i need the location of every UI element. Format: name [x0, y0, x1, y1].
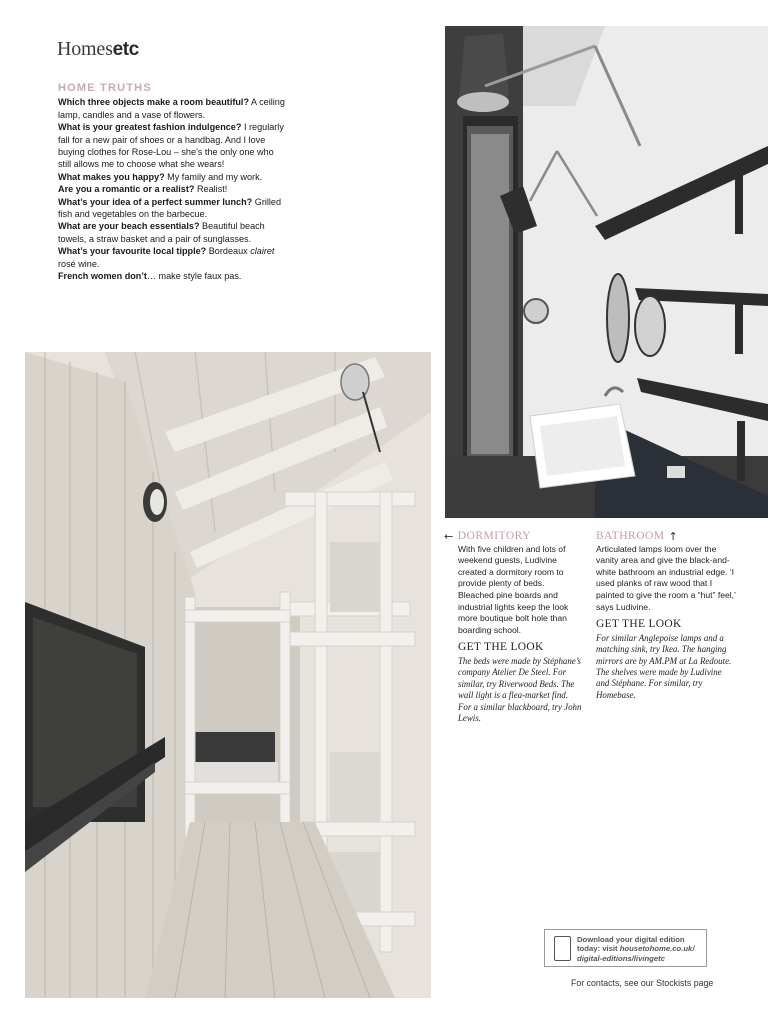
qa-item — [58, 121, 286, 171]
qa-item — [58, 183, 286, 195]
question: What’s your idea of a perfect summer lunch? — [58, 196, 253, 207]
bathroom-get-the-look: GET THE LOOK — [596, 618, 682, 631]
dormitory-illustration — [25, 352, 431, 998]
dormitory-caption — [444, 531, 582, 724]
promo-url[interactable]: housetohome.co.uk/ digital-editions/livingetc — [577, 944, 695, 963]
magazine-section-title — [57, 38, 139, 61]
promo-line-2: today: visit — [577, 944, 620, 954]
bathroom-heading — [596, 531, 736, 543]
brand-main: Homes — [57, 38, 113, 60]
dormitory-photo — [25, 352, 431, 998]
arrow-up-icon: ↑ — [668, 530, 679, 543]
tablet-icon — [554, 936, 571, 961]
question: What’s your favourite local tipple? — [58, 246, 207, 257]
question: French women don’t — [58, 271, 147, 282]
bathroom-photo — [445, 26, 768, 518]
qa-item — [58, 220, 286, 245]
answer: Realist! — [194, 184, 228, 195]
promo-text — [577, 935, 705, 963]
bathroom-look-text: For similar Anglepoise lamps and a matching sink, try Ikea. The hanging mirrors are by AM.PM at La Redoute. The shelves were made by Ludivine and Stéphane. For similar, try Homebase. — [596, 632, 732, 700]
contacts-note: For contacts, see our Stockists page — [571, 978, 714, 988]
answer: I regularly fall for a new pair of shoes or a handbag. And I love buying clothes for Rose-Lou – she’s the only one who still allows me to choose what she wears! — [58, 122, 284, 170]
promo-line-1: Download your digital edition — [577, 935, 685, 944]
bathroom-title: BATHROOM — [596, 530, 665, 542]
answer: Bordeaux — [206, 246, 251, 257]
answer: Beautiful beach towels, a straw basket and a pair of sunglasses. — [58, 221, 265, 244]
question: Which three objects make a room beautiful? — [58, 97, 250, 108]
qa-item — [58, 270, 286, 282]
answer: … make style faux pas. — [146, 271, 242, 282]
qa-item — [58, 196, 286, 221]
dormitory-title: DORMITORY — [457, 530, 532, 542]
answer: My family and my work. — [164, 171, 263, 182]
qa-item — [58, 245, 286, 270]
bathroom-caption — [596, 531, 736, 701]
question: Are you a romantic or a realist? — [58, 184, 195, 195]
dormitory-body: With five children and lots of weekend guests, Ludivine created a dormitory room to provide plenty of beds. Bleached pine boards and industrial lights keep the look more boutique bolt hole than boarding school. — [458, 543, 569, 635]
answer: Grilled fish and vegetables on the barbecue. — [58, 196, 282, 220]
qa-item — [58, 171, 286, 183]
home-truths-panel — [58, 82, 286, 283]
qa-item — [58, 96, 286, 121]
question: What makes you happy? — [58, 171, 165, 182]
brand-etc: etc — [112, 39, 139, 60]
home-truths-title: HOME TRUTHS — [58, 82, 152, 94]
question: What are your beach essentials? — [58, 221, 200, 232]
digital-edition-promo[interactable] — [544, 929, 707, 967]
dormitory-get-the-look: GET THE LOOK — [458, 641, 544, 654]
question: What is your greatest fashion indulgence? — [58, 122, 242, 133]
answer: rosé wine. — [58, 258, 100, 269]
dormitory-look-text: The beds were made by Stéphane’s company Atelier De Steel. For similar, try Riverwood Beds. The wall light is a flea-market find. For a similar blackboard, try John Lewis. — [458, 655, 582, 723]
answer: A ceiling lamp, candles and a vase of flowers. — [58, 97, 285, 120]
arrow-left-icon: ← — [444, 530, 454, 543]
bathroom-illustration — [445, 26, 768, 518]
answer-emphasis: clairet — [250, 246, 275, 257]
bathroom-body: Articulated lamps loom over the vanity area and give the black-and-white bathroom an industrial edge. ‘I used planks of raw wood that I painted to give the room a “hut” feel,’ says Ludivine. — [596, 543, 736, 612]
dormitory-heading — [444, 531, 582, 543]
